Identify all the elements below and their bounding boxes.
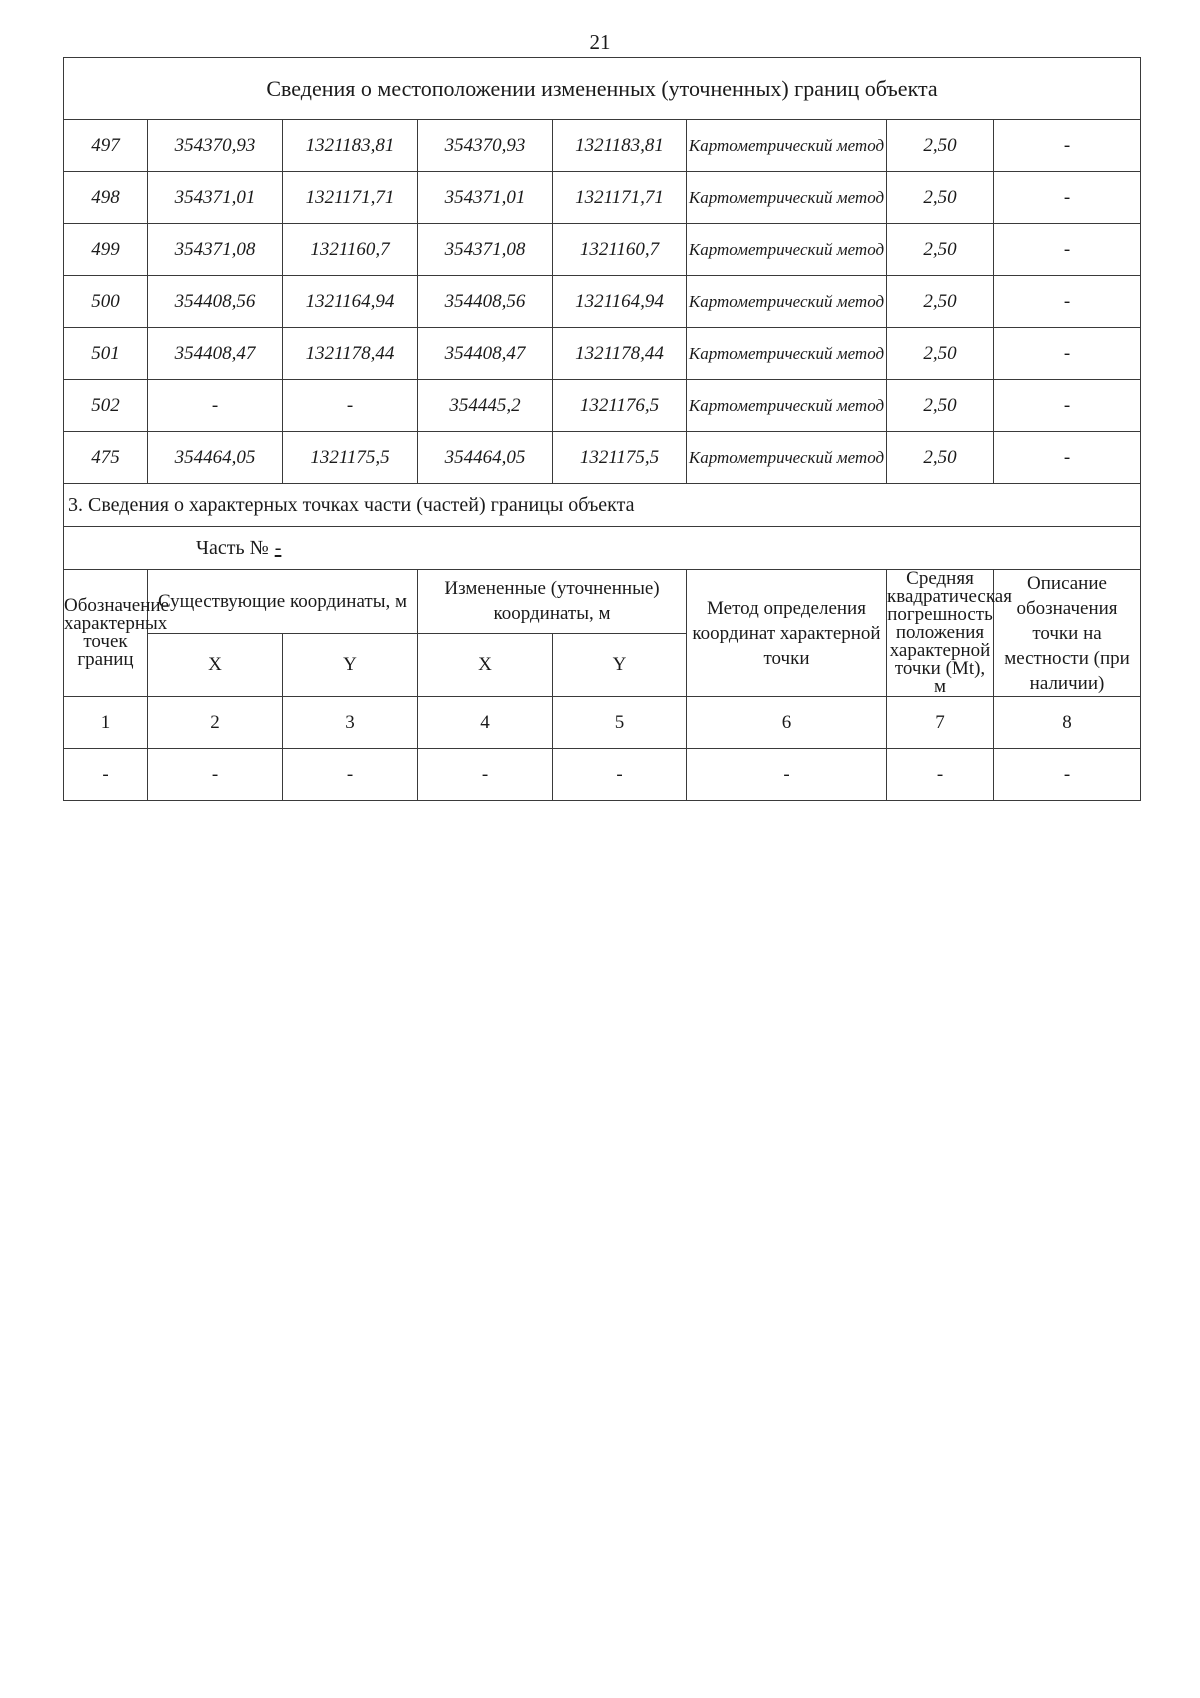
cell-x-new: 354370,93 — [418, 120, 553, 172]
cell-y-old: - — [283, 380, 418, 432]
cell-mt: 2,50 — [887, 172, 994, 224]
cell-x-new: 354464,05 — [418, 432, 553, 484]
cell-mt: 2,50 — [887, 432, 994, 484]
cell-y-new: 1321171,71 — [553, 172, 687, 224]
cell-x-old: 354408,56 — [148, 276, 283, 328]
cell-x-new: 354371,01 — [418, 172, 553, 224]
part-value: - — [274, 536, 282, 559]
column-numbers-row — [64, 697, 1141, 749]
cell-point: 499 — [64, 224, 148, 276]
cell-y-new: 1321176,5 — [553, 380, 687, 432]
column-number: 4 — [418, 697, 553, 749]
header-point-designation: Обозначение характерных точек границ — [64, 570, 148, 697]
cell-x-new: 354408,47 — [418, 328, 553, 380]
table-cell: - — [553, 749, 687, 801]
cell-method: Картометрический метод — [687, 432, 887, 484]
table-title: Сведения о местоположении измененных (уточненных) границ объекта — [64, 58, 1141, 120]
cell-mt: 2,50 — [887, 120, 994, 172]
header-existing-y: Y — [283, 633, 418, 697]
cell-desc: - — [994, 276, 1141, 328]
header-existing-x: X — [148, 633, 283, 697]
cell-x-new: 354371,08 — [418, 224, 553, 276]
table-row — [64, 120, 1141, 172]
cell-y-old: 1321160,7 — [283, 224, 418, 276]
cell-desc: - — [994, 432, 1141, 484]
column-number: 2 — [148, 697, 283, 749]
part-row — [64, 527, 1141, 570]
column-number: 3 — [283, 697, 418, 749]
table-row — [64, 172, 1141, 224]
cell-method: Картометрический метод — [687, 328, 887, 380]
column-number: 7 — [887, 697, 994, 749]
column-number: 6 — [687, 697, 887, 749]
part-label: Часть № — [196, 536, 269, 559]
cell-y-old: 1321175,5 — [283, 432, 418, 484]
table-cell: - — [64, 749, 148, 801]
cell-point: 502 — [64, 380, 148, 432]
cell-desc: - — [994, 380, 1141, 432]
table-cell: - — [887, 749, 994, 801]
section-title: 3. Сведения о характерных точках части (частей) границы объекта — [64, 484, 1141, 527]
cell-method: Картометрический метод — [687, 276, 887, 328]
cell-desc: - — [994, 328, 1141, 380]
column-number: 1 — [64, 697, 148, 749]
table-cell: - — [283, 749, 418, 801]
cell-x-new: 354445,2 — [418, 380, 553, 432]
header-mt: Средняя квадратическая погрешность положения характерной точки (Mt), м — [887, 568, 1012, 697]
header-method: Метод определения координат характерной точки — [687, 570, 887, 697]
table-row — [64, 276, 1141, 328]
cell-mt: 2,50 — [887, 224, 994, 276]
cell-y-new: 1321178,44 — [553, 328, 687, 380]
cell-y-new: 1321164,94 — [553, 276, 687, 328]
table-row — [64, 380, 1141, 432]
cell-method: Картометрический метод — [687, 380, 887, 432]
boundaries-table — [63, 57, 1141, 801]
header-changed-y: Y — [553, 633, 687, 697]
cell-y-new: 1321183,81 — [553, 120, 687, 172]
table-row — [64, 432, 1141, 484]
table-row — [64, 749, 1141, 801]
cell-desc: - — [994, 172, 1141, 224]
table-row — [64, 328, 1141, 380]
cell-x-old: 354464,05 — [148, 432, 283, 484]
cell-point: 497 — [64, 120, 148, 172]
header-changed-coords: Измененные (уточненные) координаты, м — [418, 570, 687, 634]
cell-y-new: 1321175,5 — [553, 432, 687, 484]
cell-mt: 2,50 — [887, 276, 994, 328]
cell-y-old: 1321183,81 — [283, 120, 418, 172]
cell-x-old: 354370,93 — [148, 120, 283, 172]
cell-y-old: 1321164,94 — [283, 276, 418, 328]
cell-method: Картометрический метод — [687, 120, 887, 172]
cell-mt: 2,50 — [887, 328, 994, 380]
header-existing-coords: Существующие координаты, м — [148, 570, 418, 634]
cell-point: 498 — [64, 172, 148, 224]
table-cell: - — [418, 749, 553, 801]
cell-y-old: 1321171,71 — [283, 172, 418, 224]
cell-x-new: 354408,56 — [418, 276, 553, 328]
cell-mt: 2,50 — [887, 380, 994, 432]
cell-point: 501 — [64, 328, 148, 380]
cell-x-old: 354371,01 — [148, 172, 283, 224]
table-cell: - — [687, 749, 887, 801]
cell-x-old: 354408,47 — [148, 328, 283, 380]
cell-desc: - — [994, 224, 1141, 276]
header-changed-x: X — [418, 633, 553, 697]
column-number: 5 — [553, 697, 687, 749]
cell-method: Картометрический метод — [687, 224, 887, 276]
cell-point: 500 — [64, 276, 148, 328]
cell-y-new: 1321160,7 — [553, 224, 687, 276]
table-cell: - — [148, 749, 283, 801]
cell-point: 475 — [64, 432, 148, 484]
cell-y-old: 1321178,44 — [283, 328, 418, 380]
cell-x-old: 354371,08 — [148, 224, 283, 276]
header-description: Описание обозначения точки на местности (при наличии) — [994, 570, 1141, 697]
table-cell: - — [994, 749, 1141, 801]
page-number: 21 — [589, 30, 611, 54]
column-number: 8 — [994, 697, 1141, 749]
cell-method: Картометрический метод — [687, 172, 887, 224]
cell-x-old: - — [148, 380, 283, 432]
table-row — [64, 224, 1141, 276]
cell-desc: - — [994, 120, 1141, 172]
